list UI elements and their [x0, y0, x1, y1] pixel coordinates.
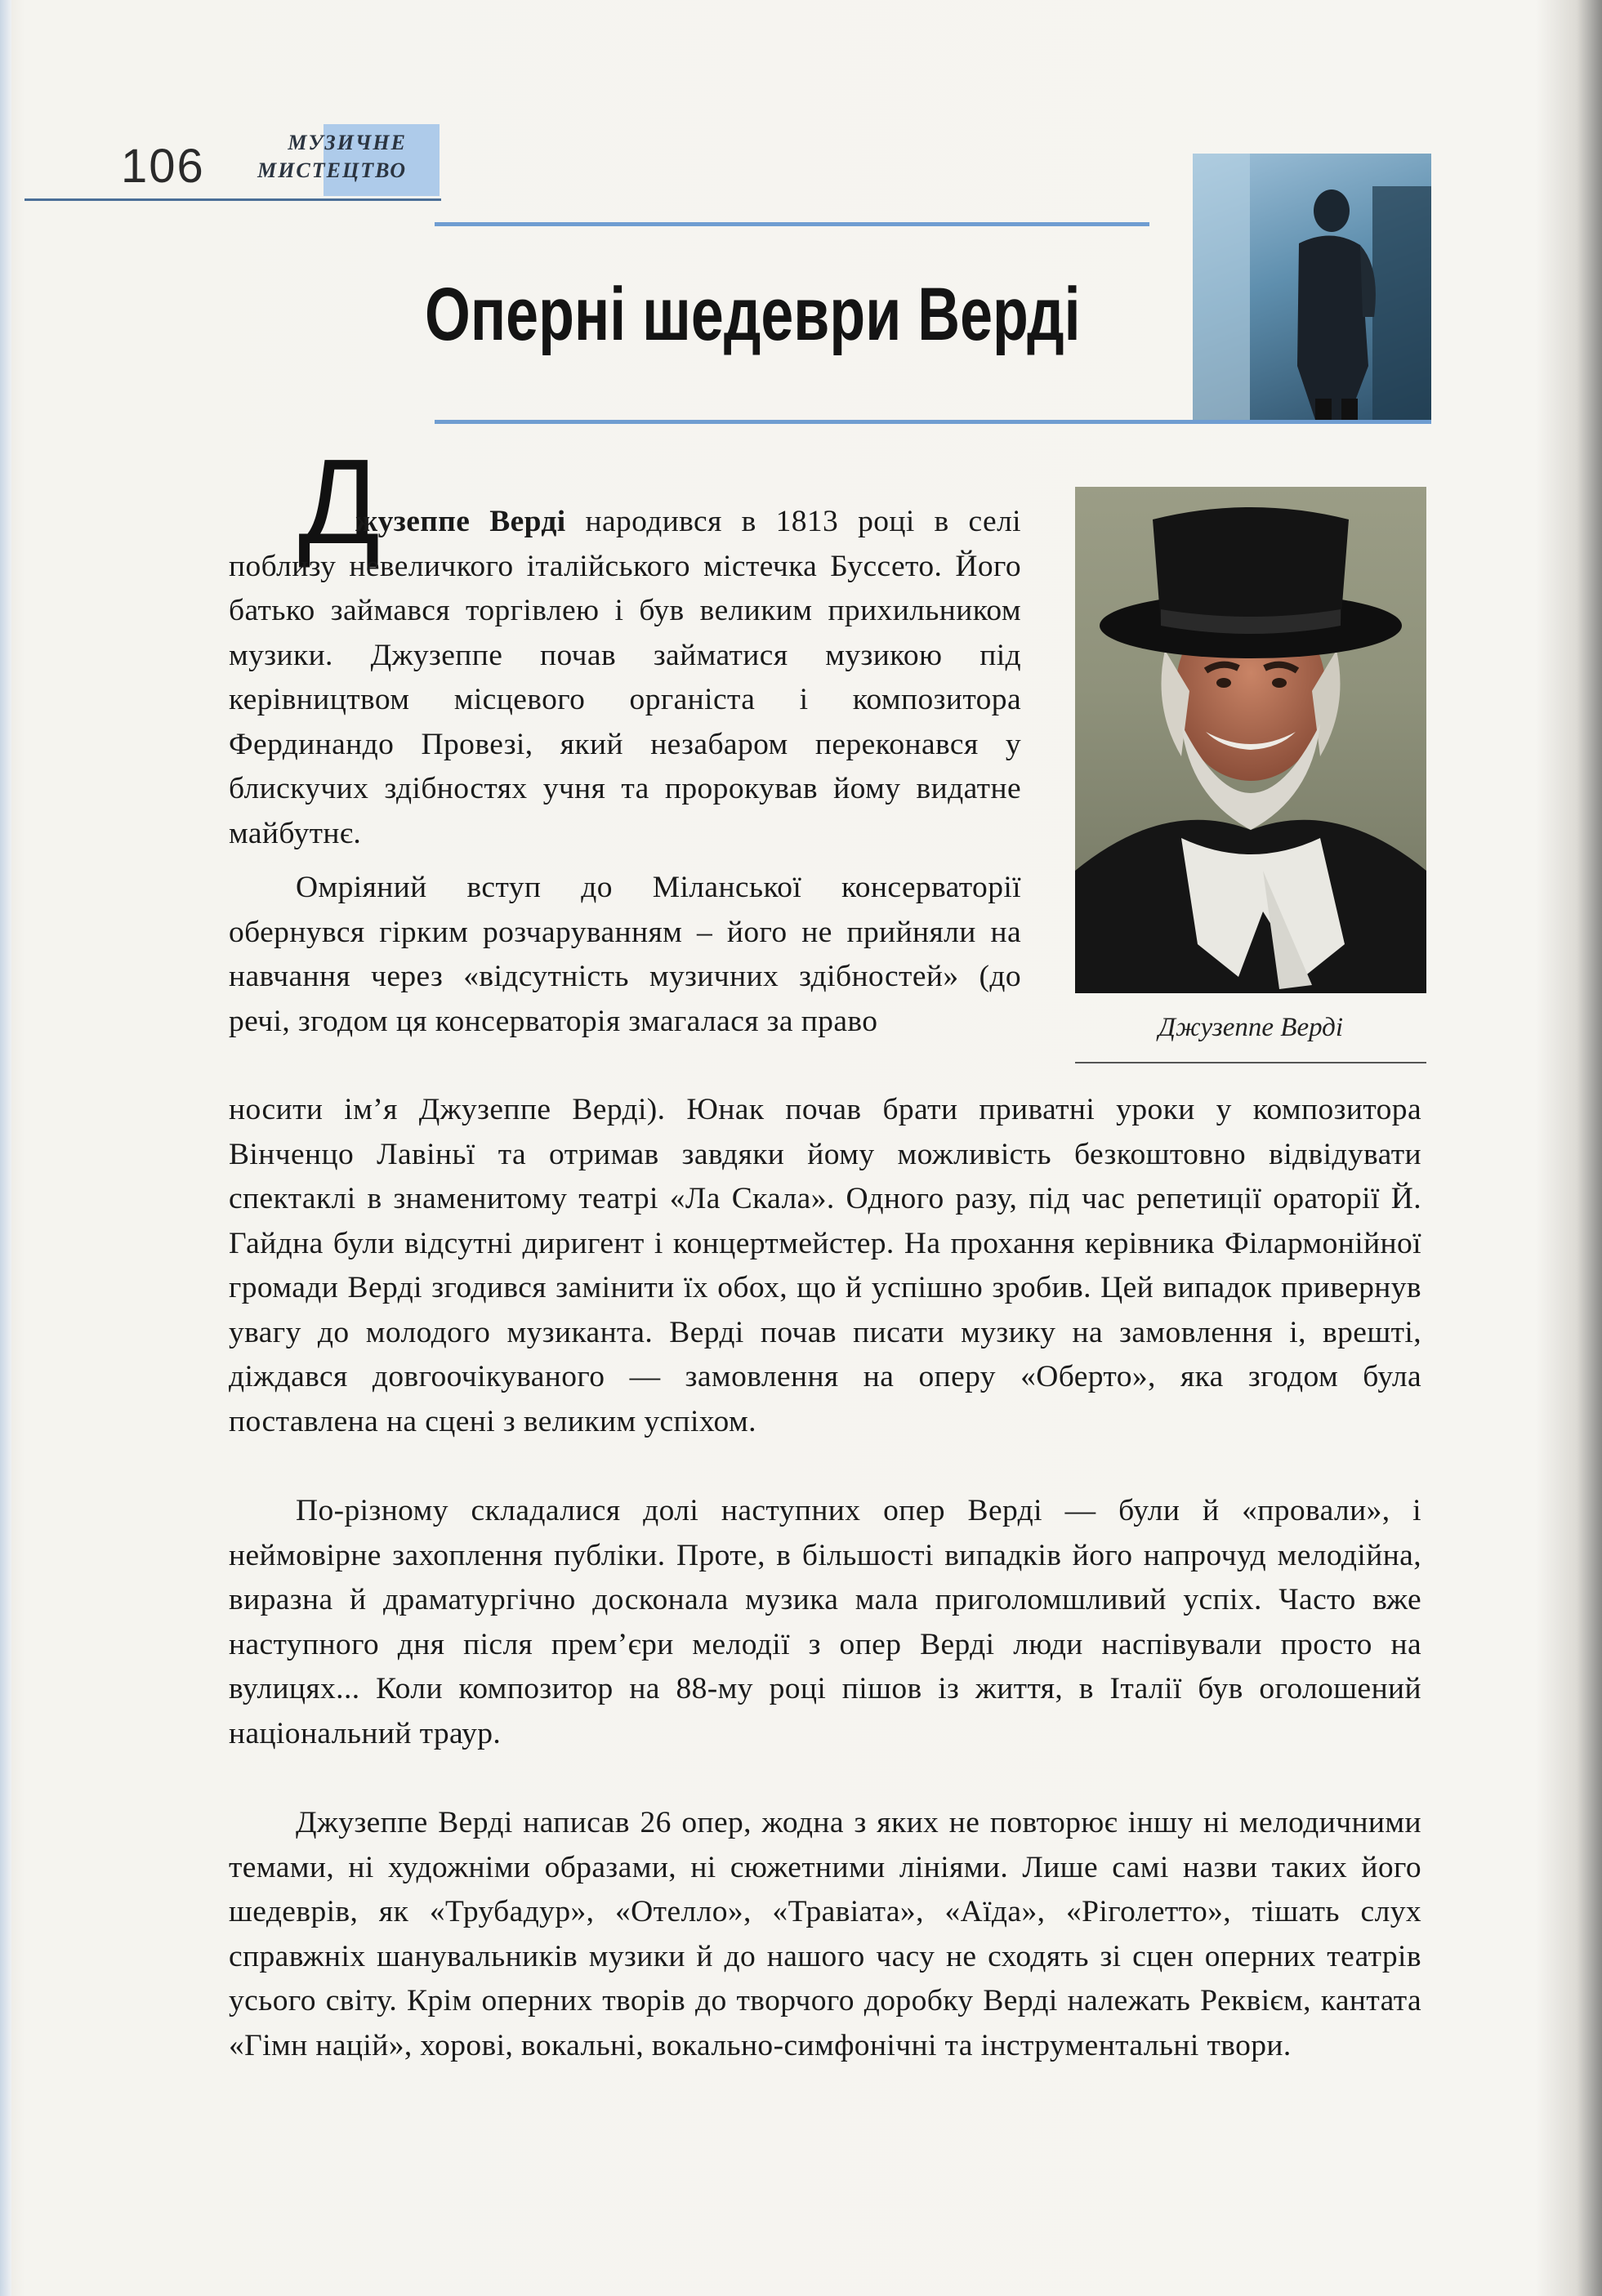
- drop-cap: Д: [298, 435, 381, 569]
- paragraph-1-text: народився в 1813 році в селі поблизу невеличкого італійського містечка Буссето. Його батько займався торгівлею і був великим прихильником музики. Джузеппе почав займатися музикою під керівництвом місцевого органіста і композитора Фердинандо Провезі, який незабаром переконався у блискучих здібностях учня та пророкував йому видатне майбутнє.: [229, 505, 1021, 850]
- paragraph-3: [229, 1489, 1421, 1756]
- page-number: 106: [121, 140, 205, 193]
- verdi-standing-illustration: [1193, 154, 1431, 420]
- title-rule-bottom: [435, 420, 1431, 424]
- header-rule: [25, 198, 441, 201]
- paragraph-2-narrow-text: Омріяний вступ до Міланської консерваторії обернувся гірким розчаруванням – його не прийняли на навчання через «відсутність музичних здібностей» (до речі, згодом ця консерваторія змагалася за право: [229, 871, 1021, 1038]
- section-label-line2: МИСТЕЦТВО: [257, 158, 407, 182]
- paragraph-2-wide: носити ім’я Джузеппе Верді). Юнак почав брати приватні уроки у композитора Вінченцо Лавіньї та отримав завдяки йому можливість безкоштовно відвідувати спектаклі в знаменитому театрі «Ла Скала». Одного разу, під час репетиції ораторії Й. Гайдна були відсутні диригент і концертмейстер. На прохання керівника Філармонійної громади Верді згодився замінити їх обох, що й успішно зробив. Цей випадок привернув увагу до молодого музиканта. Верді почав писати музику на замовлення і, врешті, діждався довгоочікуваного — замовлення на оперу «Оберто», яка згодом була поставлена на сцені з великим успіхом.: [229, 1093, 1421, 1438]
- caption-rule: [1075, 1062, 1426, 1063]
- portrait-caption: Джузеппе Верді: [1158, 1013, 1344, 1042]
- paragraph-1: [229, 500, 1021, 856]
- page-edge: [0, 0, 11, 2296]
- section-label-line1: МУЗИЧНЕ: [288, 131, 407, 154]
- verdi-name-bold: жузеппе Верді: [355, 505, 566, 538]
- paragraph-3-text: По-різному складалися долі наступних опер Верді — були й «провали», і неймовірне захоплення публіки. Проте, в більшості випадків його напрочуд мелодійна, виразна й драматургічно досконала музика мала приголомшливий успіх. Часто вже наступного дня після прем’єри мелодії з опер Верді люди наспівували просто на вулицях... Коли композитор на 88-му році пішов із життя, в Італії був оголошений національний траур.: [229, 1494, 1421, 1750]
- page-title: Оперні шедеври Верді: [425, 273, 1081, 356]
- verdi-portrait: [1075, 487, 1426, 993]
- paragraph-4-text: Джузеппе Верді написав 26 опер, жодна з яких не повторює іншу ні мелодичними темами, ні художніми образами, ні сюжетними лініями. Лише самі назви таких його шедеврів, як «Трубадур», «Отелло», «Травіата», «Аїда», «Ріголетто», тішать слух справжніх шанувальників музики й до нашого часу не сходять зі сцен оперних театрів усього світу. Крім оперних творів до творчого доробку Верді належать Реквієм, кантата «Гімн націй», хорові, вокальні, вокально-симфонічні та інструментальні твори.: [229, 1806, 1421, 2062]
- title-rule-top: [435, 222, 1149, 226]
- section-label: [211, 129, 407, 185]
- paragraph-2-narrow: [229, 866, 1021, 1044]
- paragraph-4: [229, 1801, 1421, 2068]
